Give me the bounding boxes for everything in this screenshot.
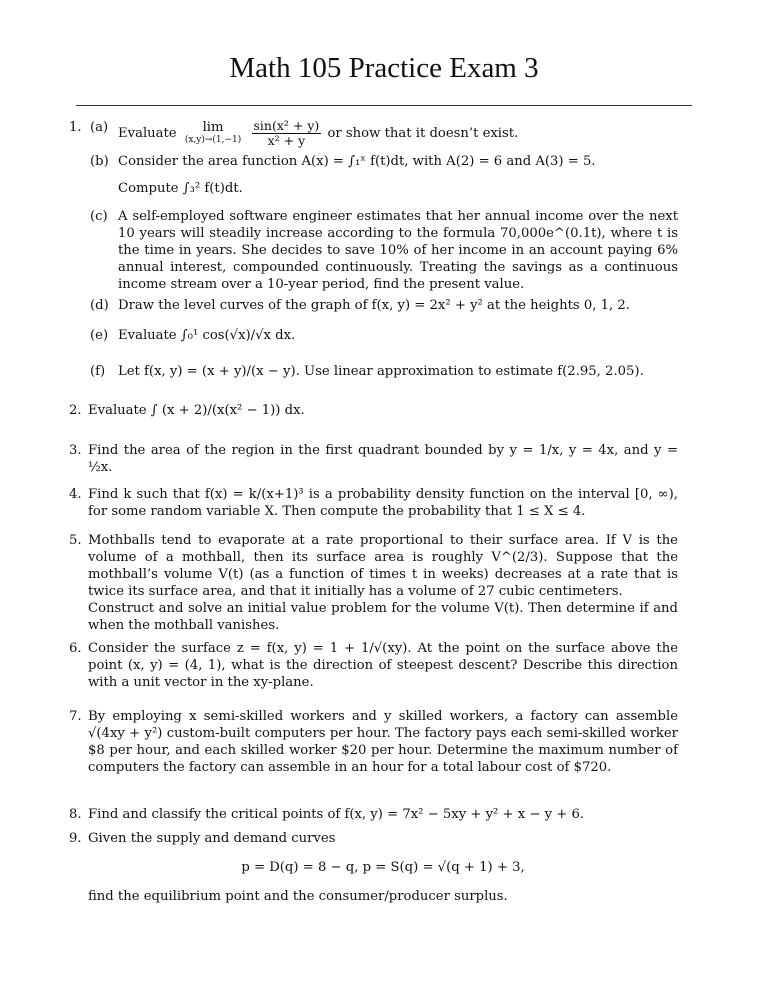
question-number: 2. bbox=[69, 403, 82, 418]
limit-operator: lim (x,y)→(1,−1) bbox=[184, 119, 242, 145]
question-6 bbox=[69, 640, 678, 691]
question-text: Evaluate ∫ (x + 2)/(x(x² − 1)) dx. bbox=[88, 403, 305, 418]
question-number: 1. bbox=[69, 120, 82, 135]
part-text: Evaluate ∫₀¹ cos(√x)/√x dx. bbox=[118, 328, 296, 343]
question-5 bbox=[69, 532, 678, 634]
part-text: Consider the area function A(x) = ∫₁ˣ f(t)dt, with A(2) = 6 and A(3) = 5. bbox=[118, 154, 596, 169]
question-text: Mothballs tend to evaporate at a rate proportional to their surface area. If V is the volume of a mothball, then its surface area is roughly V^(2/3). Suppose that the mothball’s volume V(t) (as a function of times t in weeks) decreases at a rate that is twice its surface area, and that it initially has a volume of 27 cubic centimeters. bbox=[88, 533, 678, 599]
question-text: Find the area of the region in the first quadrant bounded by y = 1/x, y = 4x, and y = ½x. bbox=[88, 443, 678, 475]
question-7 bbox=[69, 708, 678, 776]
question-3 bbox=[69, 442, 678, 476]
page-title: Math 105 Practice Exam 3 bbox=[229, 52, 539, 84]
supply-demand-equations: p = D(q) = 8 − q, p = S(q) = √(q + 1) + 3, bbox=[241, 860, 525, 875]
question-2 bbox=[69, 402, 678, 419]
question-text-tail: find the equilibrium point and the consumer/producer surplus. bbox=[88, 889, 508, 904]
part-label: (b) bbox=[90, 154, 109, 169]
part-label: (e) bbox=[90, 328, 109, 343]
part-label: (a) bbox=[90, 120, 109, 135]
question-number: 6. bbox=[69, 641, 82, 656]
part-label: (f) bbox=[90, 364, 106, 379]
question-text: Find and classify the critical points of f(x, y) = 7x² − 5xy + y² + x − y + 6. bbox=[88, 807, 585, 822]
question-9 bbox=[69, 830, 678, 905]
part-1f bbox=[90, 363, 678, 380]
part-1b bbox=[90, 153, 678, 197]
part-text-2: Compute ∫₃² f(t)dt. bbox=[118, 181, 243, 196]
question-number: 3. bbox=[69, 443, 82, 458]
part-1e bbox=[90, 327, 678, 344]
question-text: Find k such that f(x) = k/(x+1)³ is a probability density function on the interval [0, ∞), for some random variable X. Then compute the probability that 1 ≤ X ≤ 4. bbox=[88, 487, 678, 519]
question-number: 4. bbox=[69, 487, 82, 502]
part-1d bbox=[90, 297, 678, 314]
part-text-tail: or show that it doesn’t exist. bbox=[327, 126, 519, 141]
part-1c bbox=[90, 208, 678, 293]
question-number: 9. bbox=[69, 831, 82, 846]
part-text: Evaluate bbox=[118, 126, 177, 141]
part-text: Let f(x, y) = (x + y)/(x − y). Use linear approximation to estimate f(2.95, 2.05). bbox=[118, 364, 644, 379]
part-1a bbox=[90, 118, 678, 148]
part-text: Draw the level curves of the graph of f(x, y) = 2x² + y² at the heights 0, 1, 2. bbox=[118, 298, 630, 313]
part-label: (c) bbox=[90, 209, 108, 224]
part-text: A self-employed software engineer estimates that her annual income over the next 10 years will steadily increase according to the formula 70,000e^(0.1t), where t is the time in years. She decides to save 10% of her income in an account paying 6% annual interest, compounded continuously. Treating the savings as a continuous income stream over a 10-year period, find the present value. bbox=[118, 209, 678, 292]
part-label: (d) bbox=[90, 298, 109, 313]
question-text: By employing x semi-skilled workers and y skilled workers, a factory can assemble √(4xy + y²) custom-built computers per hour. The factory pays each semi-skilled worker $8 per hour, and each skilled worker $20 per hour. Determine the maximum number of computers the factory can assemble in an hour for a total labour cost of $720. bbox=[88, 709, 678, 775]
question-text: Given the supply and demand curves bbox=[88, 831, 336, 846]
limit-fraction: $\frac{\text{sin(x² + y)}}{\text{x² + y}}$ bbox=[253, 118, 320, 148]
title-rule bbox=[76, 105, 692, 106]
question-4 bbox=[69, 486, 678, 520]
question-text: Consider the surface z = f(x, y) = 1 + 1/√(xy). At the point on the surface above the point (x, y) = (4, 1), what is the direction of steepest descent? Describe this direction with a unit vector in the xy-plane. bbox=[88, 641, 678, 690]
question-number: 5. bbox=[69, 533, 82, 548]
question-number: 7. bbox=[69, 709, 82, 724]
question-8 bbox=[69, 806, 678, 823]
question-number: 8. bbox=[69, 807, 82, 822]
question-text-2: Construct and solve an initial value problem for the volume V(t). Then determine if and when the mothball vanishes. bbox=[88, 601, 678, 633]
